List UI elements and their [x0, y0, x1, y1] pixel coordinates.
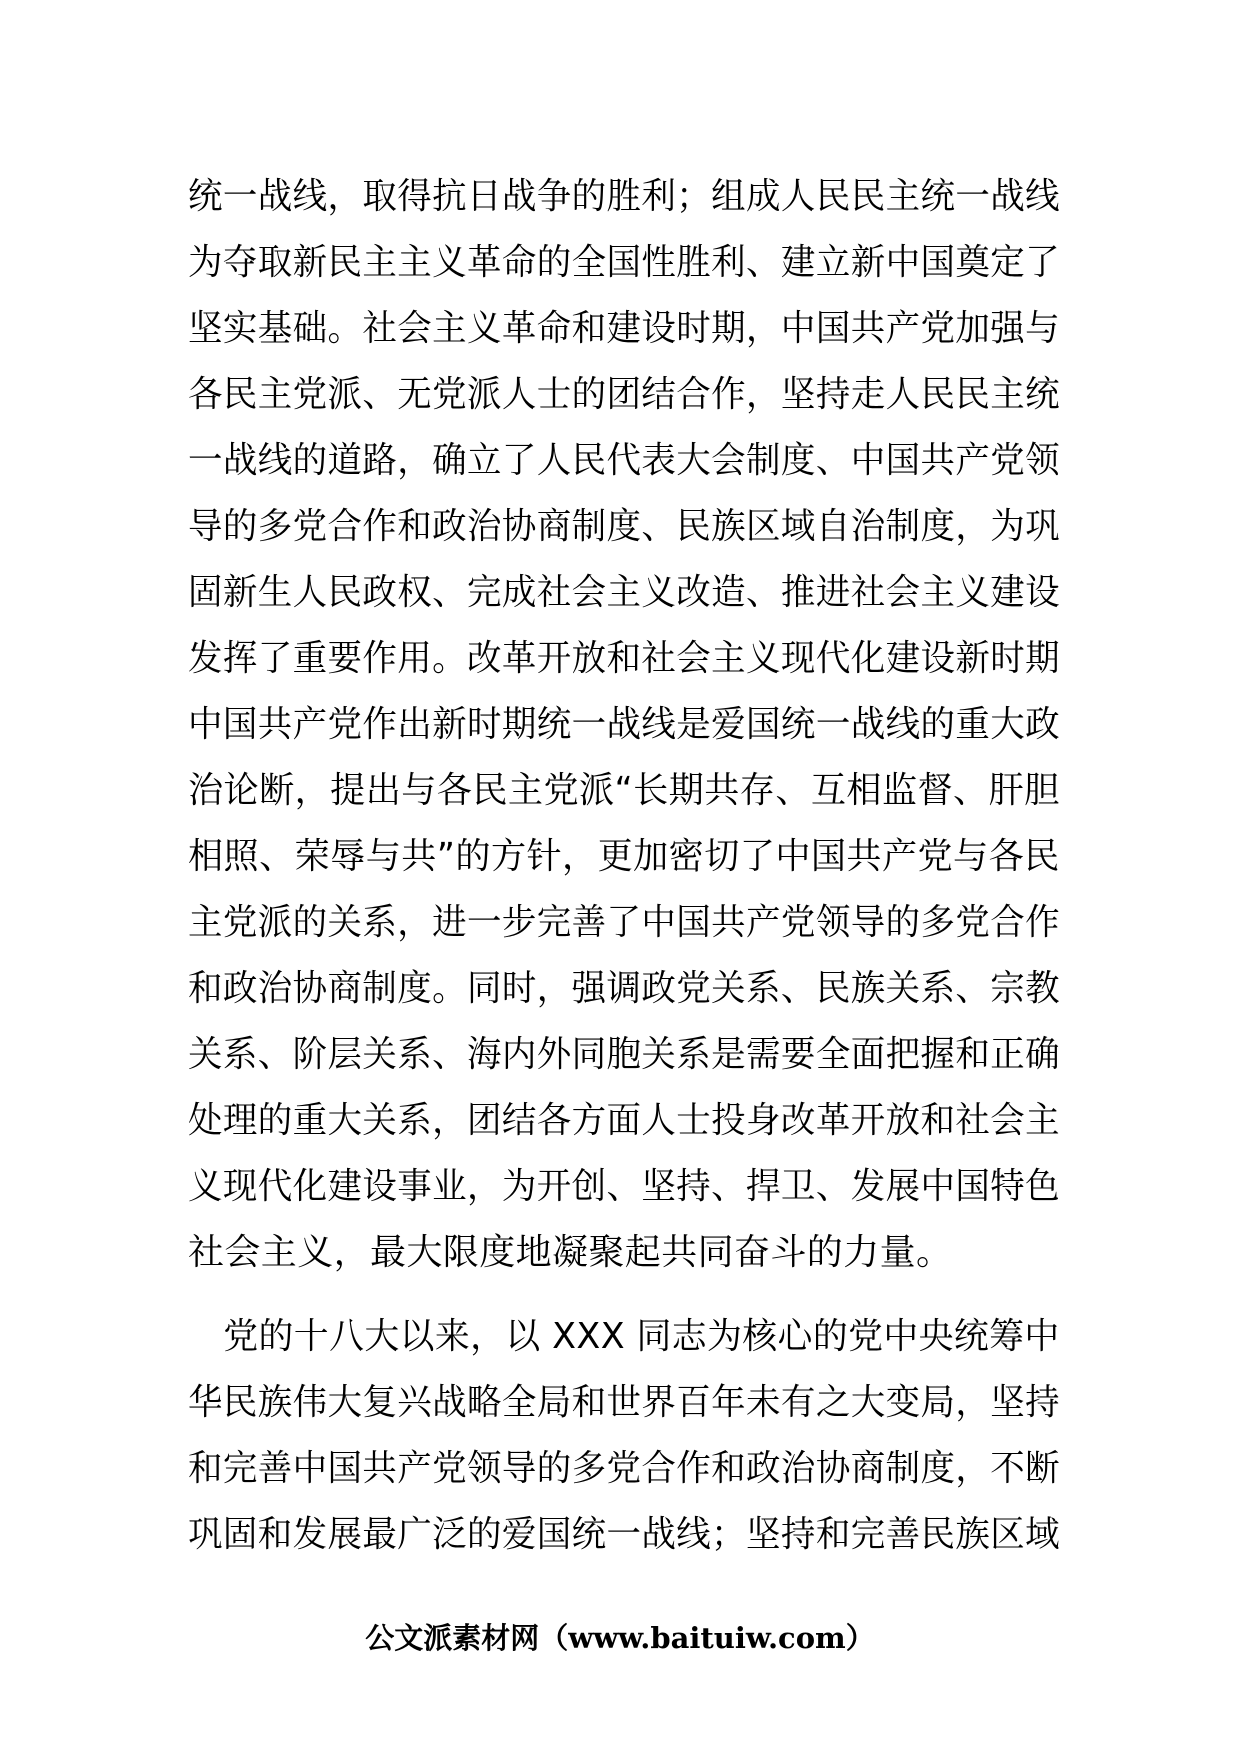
- text-line: 导的多党合作和政治协商制度、民族区域自治制度，为巩: [188, 506, 1060, 547]
- text-line: 义现代化建设事业，为开创、坚持、捍卫、发展中国特色: [188, 1166, 1060, 1207]
- text-line: 为夺取新民主主义革命的全国性胜利、建立新中国奠定了: [188, 242, 1060, 283]
- text-line: 处理的重大关系，团结各方面人士投身改革开放和社会主: [188, 1100, 1060, 1141]
- text-line: 华民族伟大复兴战略全局和世界百年未有之大变局，坚持: [188, 1382, 1060, 1423]
- text-line: 固新生人民政权、完成社会主义改造、推进社会主义建设: [188, 572, 1060, 613]
- text-line: 相照、荣辱与共”的方针，更加密切了中国共产党与各民: [188, 836, 1060, 877]
- text-line: 一战线的道路，确立了人民代表大会制度、中国共产党领: [188, 440, 1060, 481]
- text-line: 统一战线，取得抗日战争的胜利；组成人民民主统一战线: [188, 176, 1060, 217]
- text-line: 中国共产党作出新时期统一战线是爱国统一战线的重大政: [188, 704, 1060, 745]
- paragraph-2: [188, 1304, 1060, 1568]
- page-footer: 公文派素材网（www.baituiw.com）: [365, 1621, 875, 1655]
- text-line: 主党派的关系，进一步完善了中国共产党领导的多党合作: [188, 902, 1060, 943]
- text-line: 巩固和发展最广泛的爱国统一战线；坚持和完善民族区域: [188, 1514, 1060, 1555]
- text-line: 坚实基础。社会主义革命和建设时期，中国共产党加强与: [188, 308, 1060, 349]
- text-line: 和政治协商制度。同时，强调政党关系、民族关系、宗教: [188, 968, 1060, 1009]
- text-line: 发挥了重要作用。改革开放和社会主义现代化建设新时期: [188, 638, 1060, 679]
- text-line: 治论断，提出与各民主党派“长期共存、互相监督、肝胆: [188, 770, 1060, 811]
- text-line: 党的十八大以来，以 XXX 同志为核心的党中央统筹中: [188, 1316, 1060, 1357]
- text-line: 社会主义，最大限度地凝聚起共同奋斗的力量。: [188, 1232, 953, 1273]
- text-line: 和完善中国共产党领导的多党合作和政治协商制度，不断: [188, 1448, 1060, 1489]
- text-line: 各民主党派、无党派人士的团结合作，坚持走人民民主统: [188, 374, 1060, 415]
- paragraph-1: [188, 164, 1060, 1286]
- text-line: 关系、阶层关系、海内外同胞关系是需要全面把握和正确: [188, 1034, 1060, 1075]
